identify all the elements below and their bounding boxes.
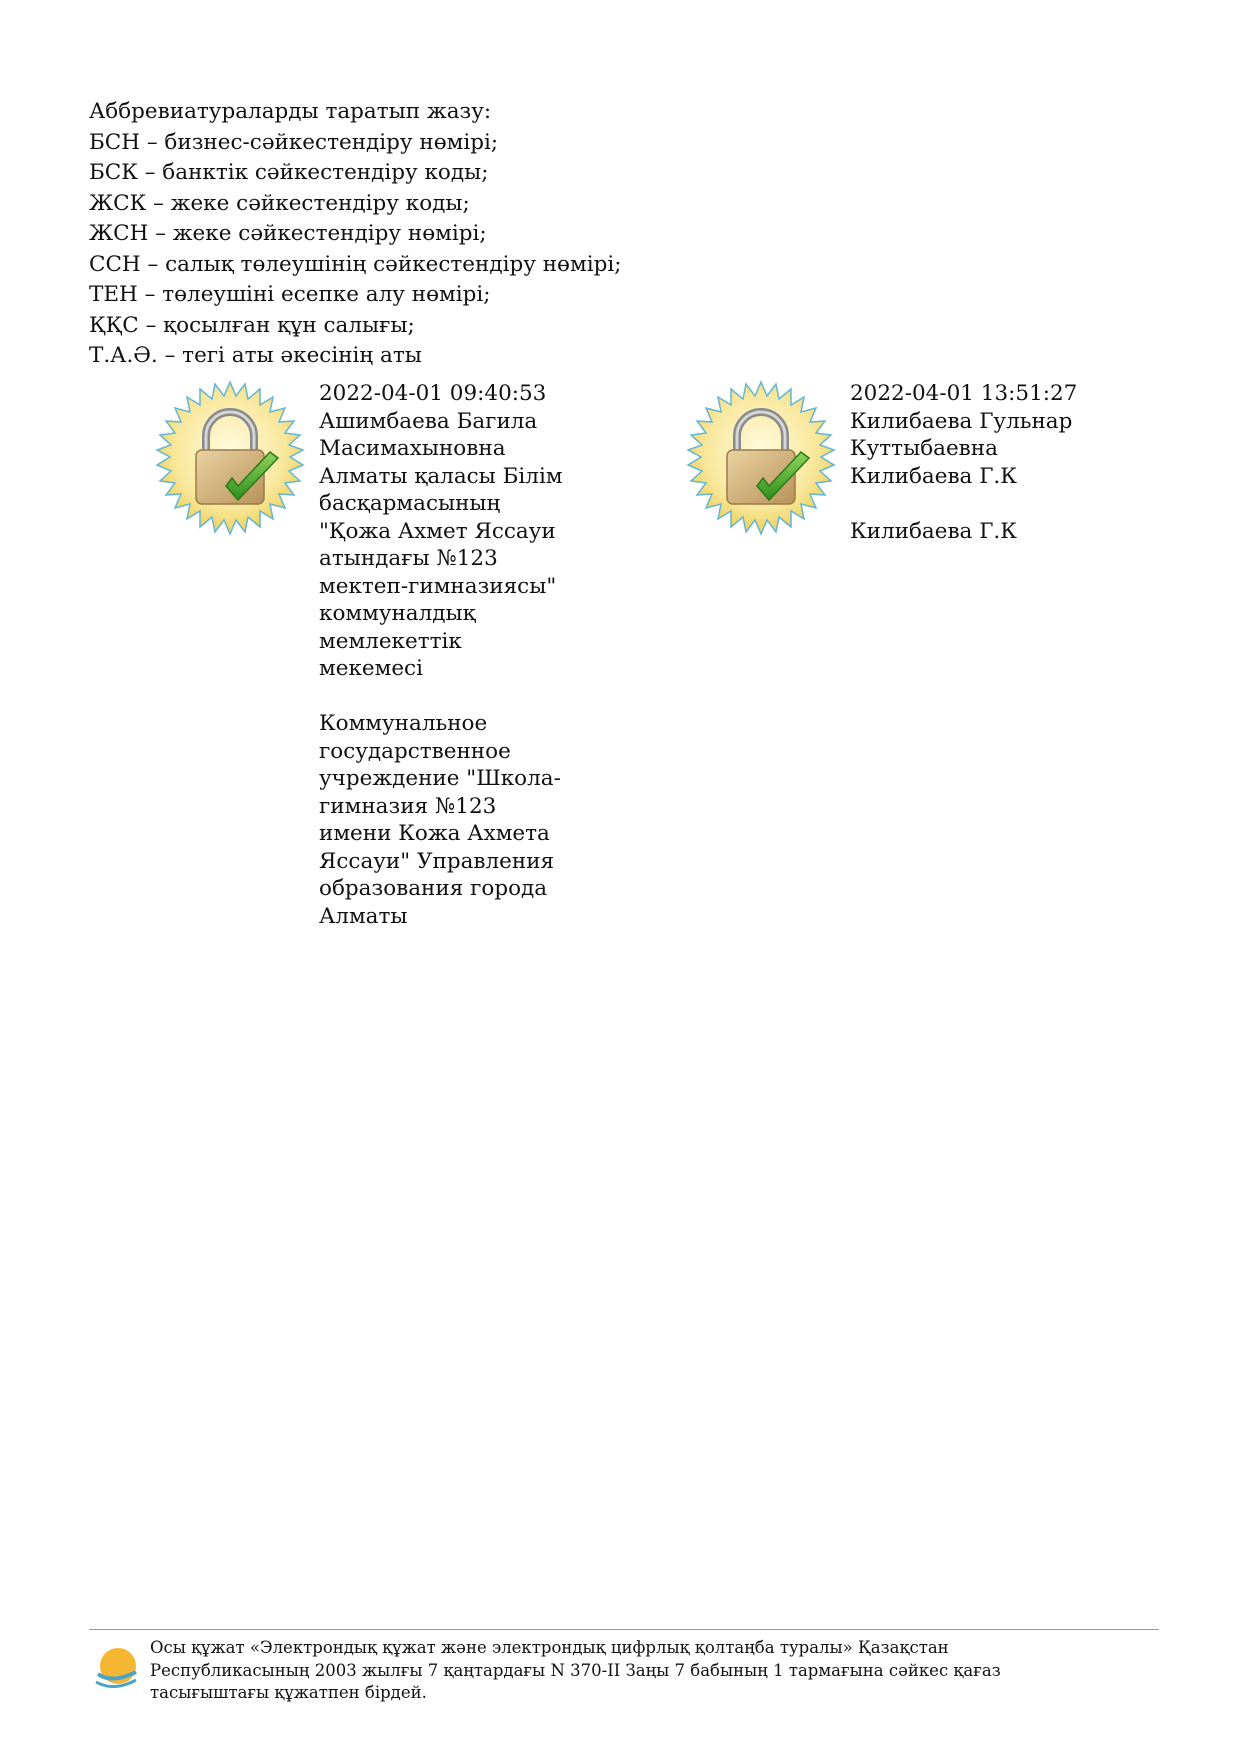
abbreviation-item: Т.А.Ә. – тегі аты әкесінің аты — [89, 343, 422, 368]
footer-divider — [89, 1629, 1159, 1630]
abbreviation-item: ТЕН – төлеушіні есепке алу нөмірі; — [89, 282, 491, 307]
abbreviations-block — [89, 97, 621, 372]
abbreviation-item: ҚҚС – қосылған құн салығы; — [89, 312, 415, 338]
abbreviation-item: БСК – банктік сәйкестендіру коды; — [89, 160, 489, 185]
signature-1-text: 2022-04-01 09:40:53 Ашимбаева Багила Масимахыновна Алматы қаласы Білім басқармасының "Қожа Ахмет Яссауи атындағы №123 мектеп-гимназиясы" коммуналдық мемлекеттік мекемесі Коммунальное государственное учреждение "Школа- гимназия №123 имени Кожа Ахмета Яссауи" Управления образования города Алматы — [319, 381, 563, 929]
signature-2-text: 2022-04-01 13:51:27 Килибаева Гульнар Куттыбаевна Килибаева Г.К Килибаева Г.К — [850, 381, 1078, 544]
footer-legal-text: Осы құжат «Электрондық құжат және электрондық цифрлық қолтаңба туралы» Қазақстан Республикасының 2003 жылғы 7 қаңтардағы N 370-II Заңы 7 бабының 1 тармағына сәйкес қағаз тасығыштағы құжатпен бірдей. — [150, 1638, 1001, 1702]
lock-check-seal-icon — [150, 380, 310, 540]
abbreviations-heading: Аббревиатураларды таратып жазу: — [89, 99, 492, 124]
abbreviation-item: ЖСН – жеке сәйкестендіру нөмірі; — [89, 221, 487, 246]
abbreviation-item: ССН – салық төлеушінің сәйкестендіру нөмірі; — [89, 251, 622, 277]
lock-check-seal-icon — [681, 380, 841, 540]
sun-logo-icon — [92, 1644, 140, 1692]
abbreviation-item: БСН – бизнес-сәйкестендіру нөмірі; — [89, 129, 499, 155]
abbreviation-item: ЖСК – жеке сәйкестендіру коды; — [89, 190, 470, 216]
